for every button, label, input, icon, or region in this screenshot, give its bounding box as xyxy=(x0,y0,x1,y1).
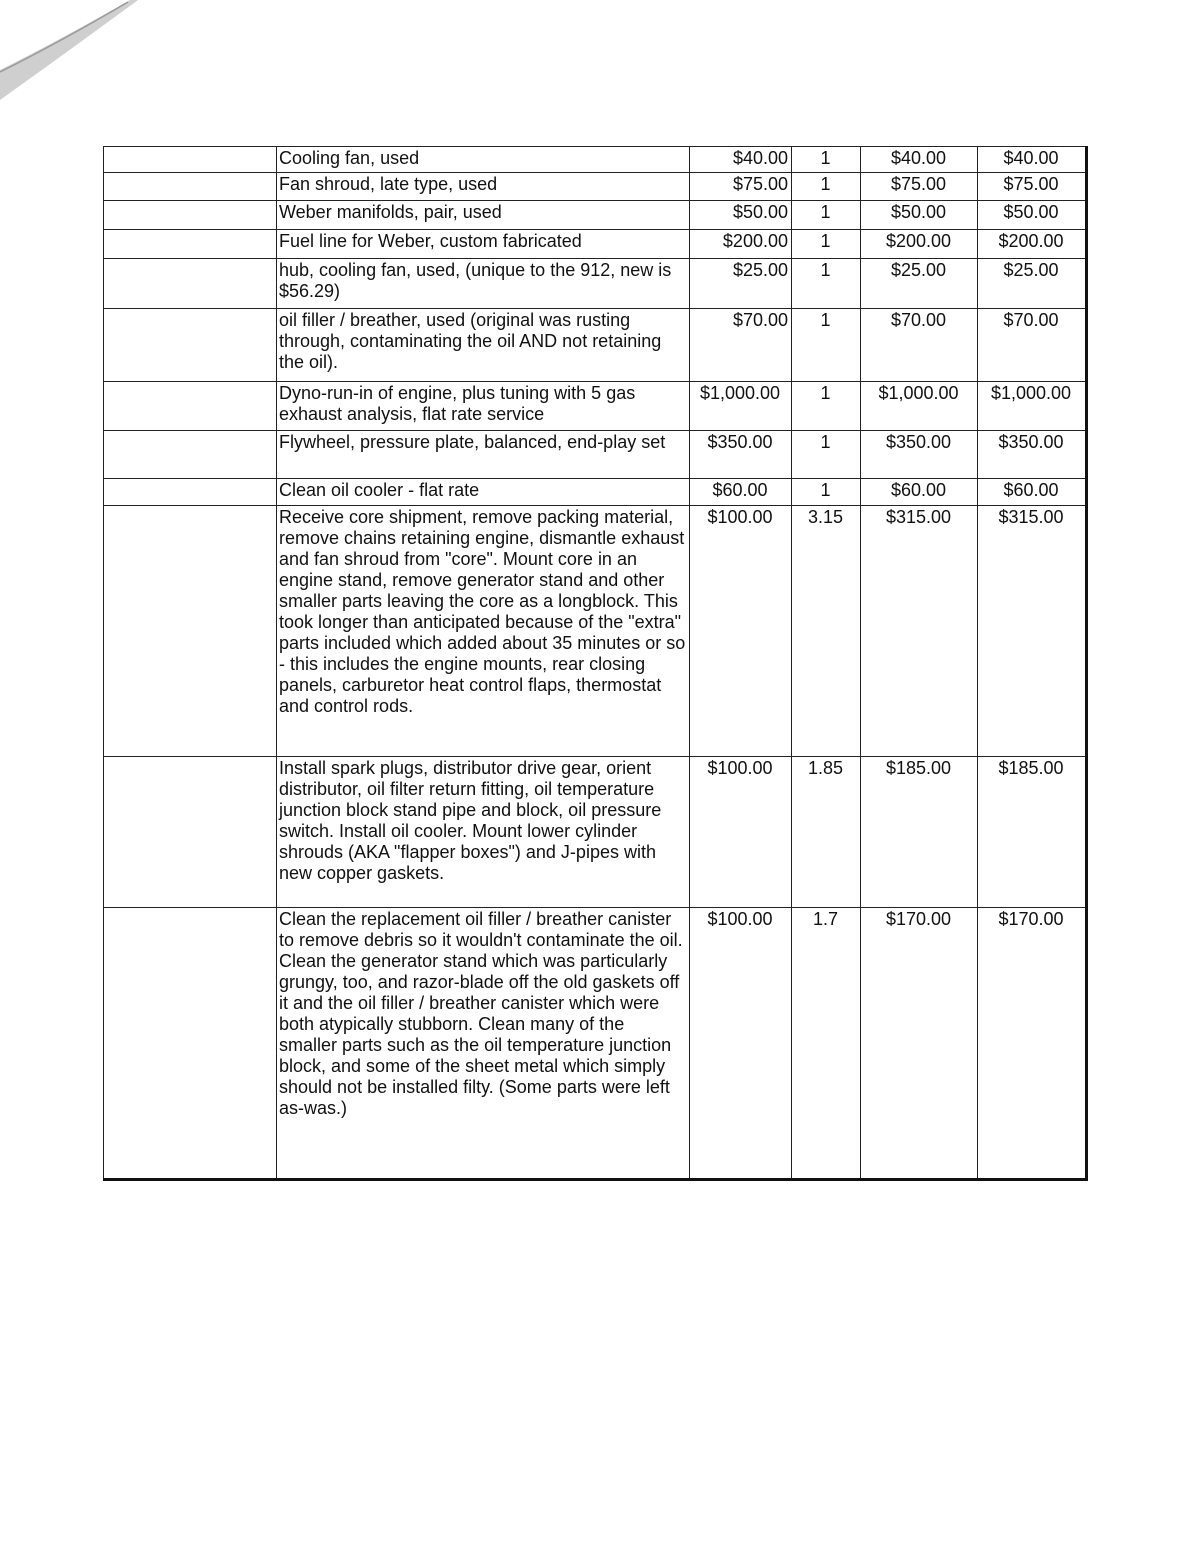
amount-cell: $50.00 xyxy=(861,201,978,230)
quantity-cell: 1 xyxy=(792,309,861,382)
rate-cell: $40.00 xyxy=(690,147,792,173)
description-cell: Fuel line for Weber, custom fabricated xyxy=(277,230,690,259)
amount-cell: $170.00 xyxy=(861,908,978,1180)
rate-cell: $100.00 xyxy=(690,757,792,908)
item-code-cell xyxy=(104,201,277,230)
item-code-cell xyxy=(104,259,277,309)
amount-cell: $315.00 xyxy=(861,506,978,757)
total-cell: $315.00 xyxy=(978,506,1087,757)
description-cell: Cooling fan, used xyxy=(277,147,690,173)
total-cell: $1,000.00 xyxy=(978,382,1087,431)
amount-cell: $75.00 xyxy=(861,173,978,201)
table-row xyxy=(104,506,1087,757)
total-cell: $200.00 xyxy=(978,230,1087,259)
total-cell: $185.00 xyxy=(978,757,1087,908)
total-cell: $70.00 xyxy=(978,309,1087,382)
quantity-cell: 1 xyxy=(792,259,861,309)
item-code-cell xyxy=(104,757,277,908)
rate-cell: $25.00 xyxy=(690,259,792,309)
total-cell: $40.00 xyxy=(978,147,1087,173)
item-code-cell xyxy=(104,173,277,201)
amount-cell: $70.00 xyxy=(861,309,978,382)
amount-cell: $1,000.00 xyxy=(861,382,978,431)
quantity-cell: 1.85 xyxy=(792,757,861,908)
total-cell: $350.00 xyxy=(978,431,1087,479)
quantity-cell: 1.7 xyxy=(792,908,861,1180)
quantity-cell: 1 xyxy=(792,201,861,230)
quantity-cell: 3.15 xyxy=(792,506,861,757)
quantity-cell: 1 xyxy=(792,382,861,431)
table-row xyxy=(104,382,1087,431)
amount-cell: $40.00 xyxy=(861,147,978,173)
table-row xyxy=(104,757,1087,908)
description-cell: Clean oil cooler - flat rate xyxy=(277,479,690,506)
total-cell: $25.00 xyxy=(978,259,1087,309)
quantity-cell: 1 xyxy=(792,431,861,479)
table-row xyxy=(104,147,1087,173)
description-cell: Clean the replacement oil filler / breather canister to remove debris so it wouldn't contaminate the oil. Clean the generator stand which was particularly grungy, too, and razor-blade off the old gaskets off it and the oil filler / breather canister which were both atypically stubborn. Clean many of the smaller parts such as the oil temperature junction block, and some of the sheet metal which simply should not be installed filty. (Some parts were left as-was.) xyxy=(277,908,690,1180)
description-cell: Install spark plugs, distributor drive gear, orient distributor, oil filter return fitting, oil temperature junction block stand pipe and block, oil pressure switch. Install oil cooler. Mount lower cylinder shrouds (AKA "flapper boxes") and J-pipes with new copper gaskets. xyxy=(277,757,690,908)
table-row xyxy=(104,309,1087,382)
table-row xyxy=(104,908,1087,1180)
description-cell: Receive core shipment, remove packing material, remove chains retaining engine, dismantle exhaust and fan shroud from "core". Mount core in an engine stand, remove generator stand and other smaller parts leaving the core as a longblock. This took longer than anticipated because of the "extra" parts included which added about 35 minutes or so - this includes the engine mounts, rear closing panels, carburetor heat control flaps, thermostat and control rods. xyxy=(277,506,690,757)
page-corner-fold xyxy=(0,0,140,110)
amount-cell: $185.00 xyxy=(861,757,978,908)
table-row xyxy=(104,173,1087,201)
table-row xyxy=(104,431,1087,479)
total-cell: $75.00 xyxy=(978,173,1087,201)
item-code-cell xyxy=(104,382,277,431)
quantity-cell: 1 xyxy=(792,479,861,506)
amount-cell: $200.00 xyxy=(861,230,978,259)
item-code-cell xyxy=(104,908,277,1180)
description-cell: hub, cooling fan, used, (unique to the 912, new is $56.29) xyxy=(277,259,690,309)
item-code-cell xyxy=(104,230,277,259)
rate-cell: $70.00 xyxy=(690,309,792,382)
rate-cell: $100.00 xyxy=(690,506,792,757)
item-code-cell xyxy=(104,147,277,173)
total-cell: $50.00 xyxy=(978,201,1087,230)
item-code-cell xyxy=(104,431,277,479)
rate-cell: $200.00 xyxy=(690,230,792,259)
table-row xyxy=(104,259,1087,309)
total-cell: $60.00 xyxy=(978,479,1087,506)
description-cell: Weber manifolds, pair, used xyxy=(277,201,690,230)
description-cell: Flywheel, pressure plate, balanced, end-play set xyxy=(277,431,690,479)
rate-cell: $350.00 xyxy=(690,431,792,479)
total-cell: $170.00 xyxy=(978,908,1087,1180)
amount-cell: $350.00 xyxy=(861,431,978,479)
amount-cell: $60.00 xyxy=(861,479,978,506)
item-code-cell xyxy=(104,309,277,382)
table-row xyxy=(104,230,1087,259)
rate-cell: $50.00 xyxy=(690,201,792,230)
item-code-cell xyxy=(104,479,277,506)
item-code-cell xyxy=(104,506,277,757)
description-cell: Fan shroud, late type, used xyxy=(277,173,690,201)
rate-cell: $75.00 xyxy=(690,173,792,201)
table-row xyxy=(104,201,1087,230)
amount-cell: $25.00 xyxy=(861,259,978,309)
rate-cell: $1,000.00 xyxy=(690,382,792,431)
invoice-table xyxy=(103,146,1088,1181)
description-cell: Dyno-run-in of engine, plus tuning with 5 gas exhaust analysis, flat rate service xyxy=(277,382,690,431)
table-row xyxy=(104,479,1087,506)
description-cell: oil filler / breather, used (original was rusting through, contaminating the oil AND not retaining the oil). xyxy=(277,309,690,382)
rate-cell: $100.00 xyxy=(690,908,792,1180)
quantity-cell: 1 xyxy=(792,173,861,201)
quantity-cell: 1 xyxy=(792,230,861,259)
quantity-cell: 1 xyxy=(792,147,861,173)
rate-cell: $60.00 xyxy=(690,479,792,506)
